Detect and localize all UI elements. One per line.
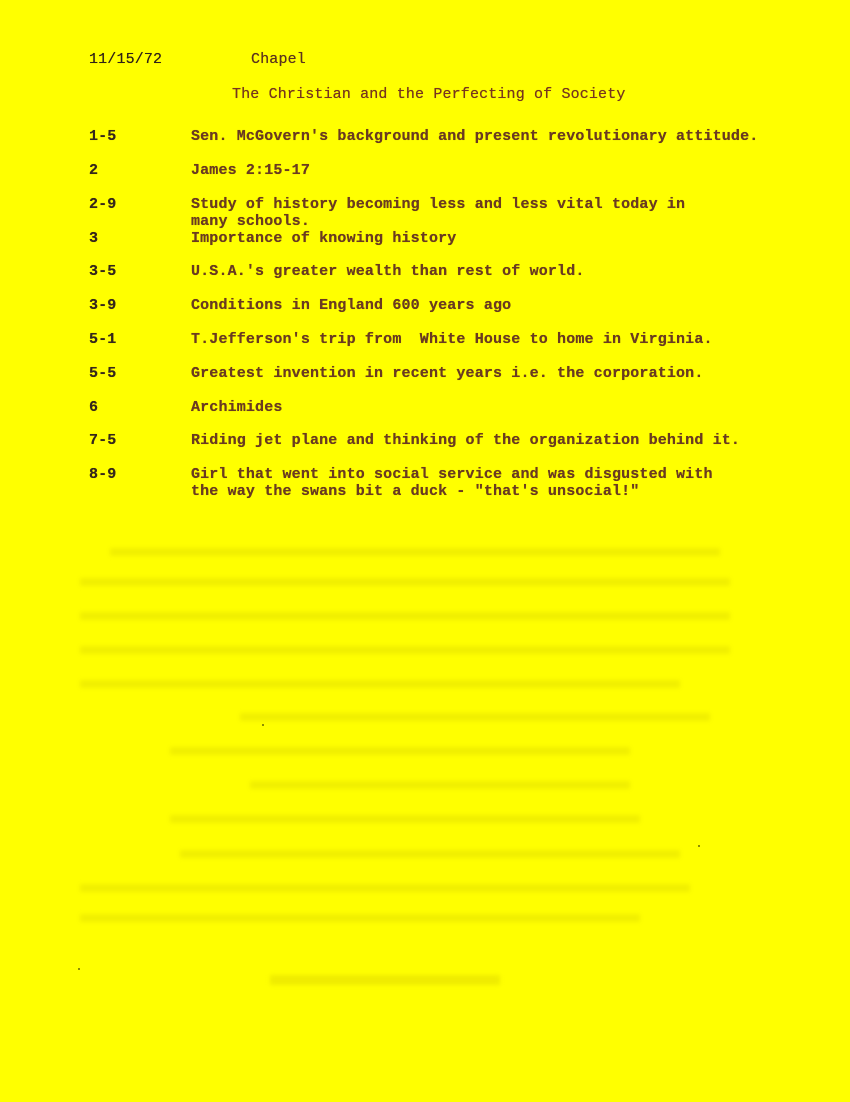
entry-ref: 7-5 — [89, 432, 117, 449]
bleed-through-line — [80, 680, 680, 688]
bleed-through-line — [80, 578, 730, 586]
bleed-through-line — [270, 975, 500, 985]
bleed-through-line — [80, 646, 730, 654]
entry-text: James 2:15-17 — [191, 162, 310, 179]
entry-ref: 1-5 — [89, 128, 117, 145]
entry-text: Conditions in England 600 years ago — [191, 297, 512, 314]
page-title: The Christian and the Perfecting of Society — [232, 86, 626, 103]
entry-text: Archimides — [191, 399, 283, 416]
entry-ref: 5-1 — [89, 331, 117, 348]
bleed-through-line — [170, 747, 630, 755]
paper-speck — [698, 845, 700, 847]
entry-text: Sen. McGovern's background and present revolutionary attitude. — [191, 128, 759, 145]
bleed-through-line — [180, 850, 680, 858]
entry-ref: 3 — [89, 230, 99, 247]
entry-ref: 3-5 — [89, 263, 117, 280]
chapel-label: Chapel — [251, 51, 306, 68]
bleed-through-line — [250, 781, 630, 789]
entry-ref: 3-9 — [89, 297, 117, 314]
entry-text: Greatest invention in recent years i.e. the corporation. — [191, 365, 704, 382]
bleed-through-line — [80, 612, 730, 620]
entry-ref: 2-9 — [89, 196, 117, 213]
entry-text: Riding jet plane and thinking of the organization behind it. — [191, 432, 741, 449]
date: 11/15/72 — [89, 51, 163, 68]
entry-ref: 8-9 — [89, 466, 117, 483]
entry-text: U.S.A.'s greater wealth than rest of world. — [191, 263, 585, 280]
entry-ref: 5-5 — [89, 365, 117, 382]
entry-text: Study of history becoming less and less vital today in many schools. — [191, 196, 686, 230]
bleed-through-line — [170, 815, 640, 823]
entry-text: Importance of knowing history — [191, 230, 457, 247]
paper-speck — [262, 724, 264, 726]
bleed-through-line — [240, 713, 710, 721]
paper-speck — [78, 968, 80, 970]
bleed-through-line — [80, 914, 640, 922]
entry-ref: 6 — [89, 399, 99, 416]
bleed-through-line — [80, 884, 690, 892]
bleed-through-line — [110, 548, 720, 556]
entry-text: T.Jefferson's trip from White House to home in Virginia. — [191, 331, 713, 348]
entry-ref: 2 — [89, 162, 99, 179]
entry-text: Girl that went into social service and was disgusted with the way the swans bit a duck - "that's unsocial!" — [191, 466, 713, 500]
